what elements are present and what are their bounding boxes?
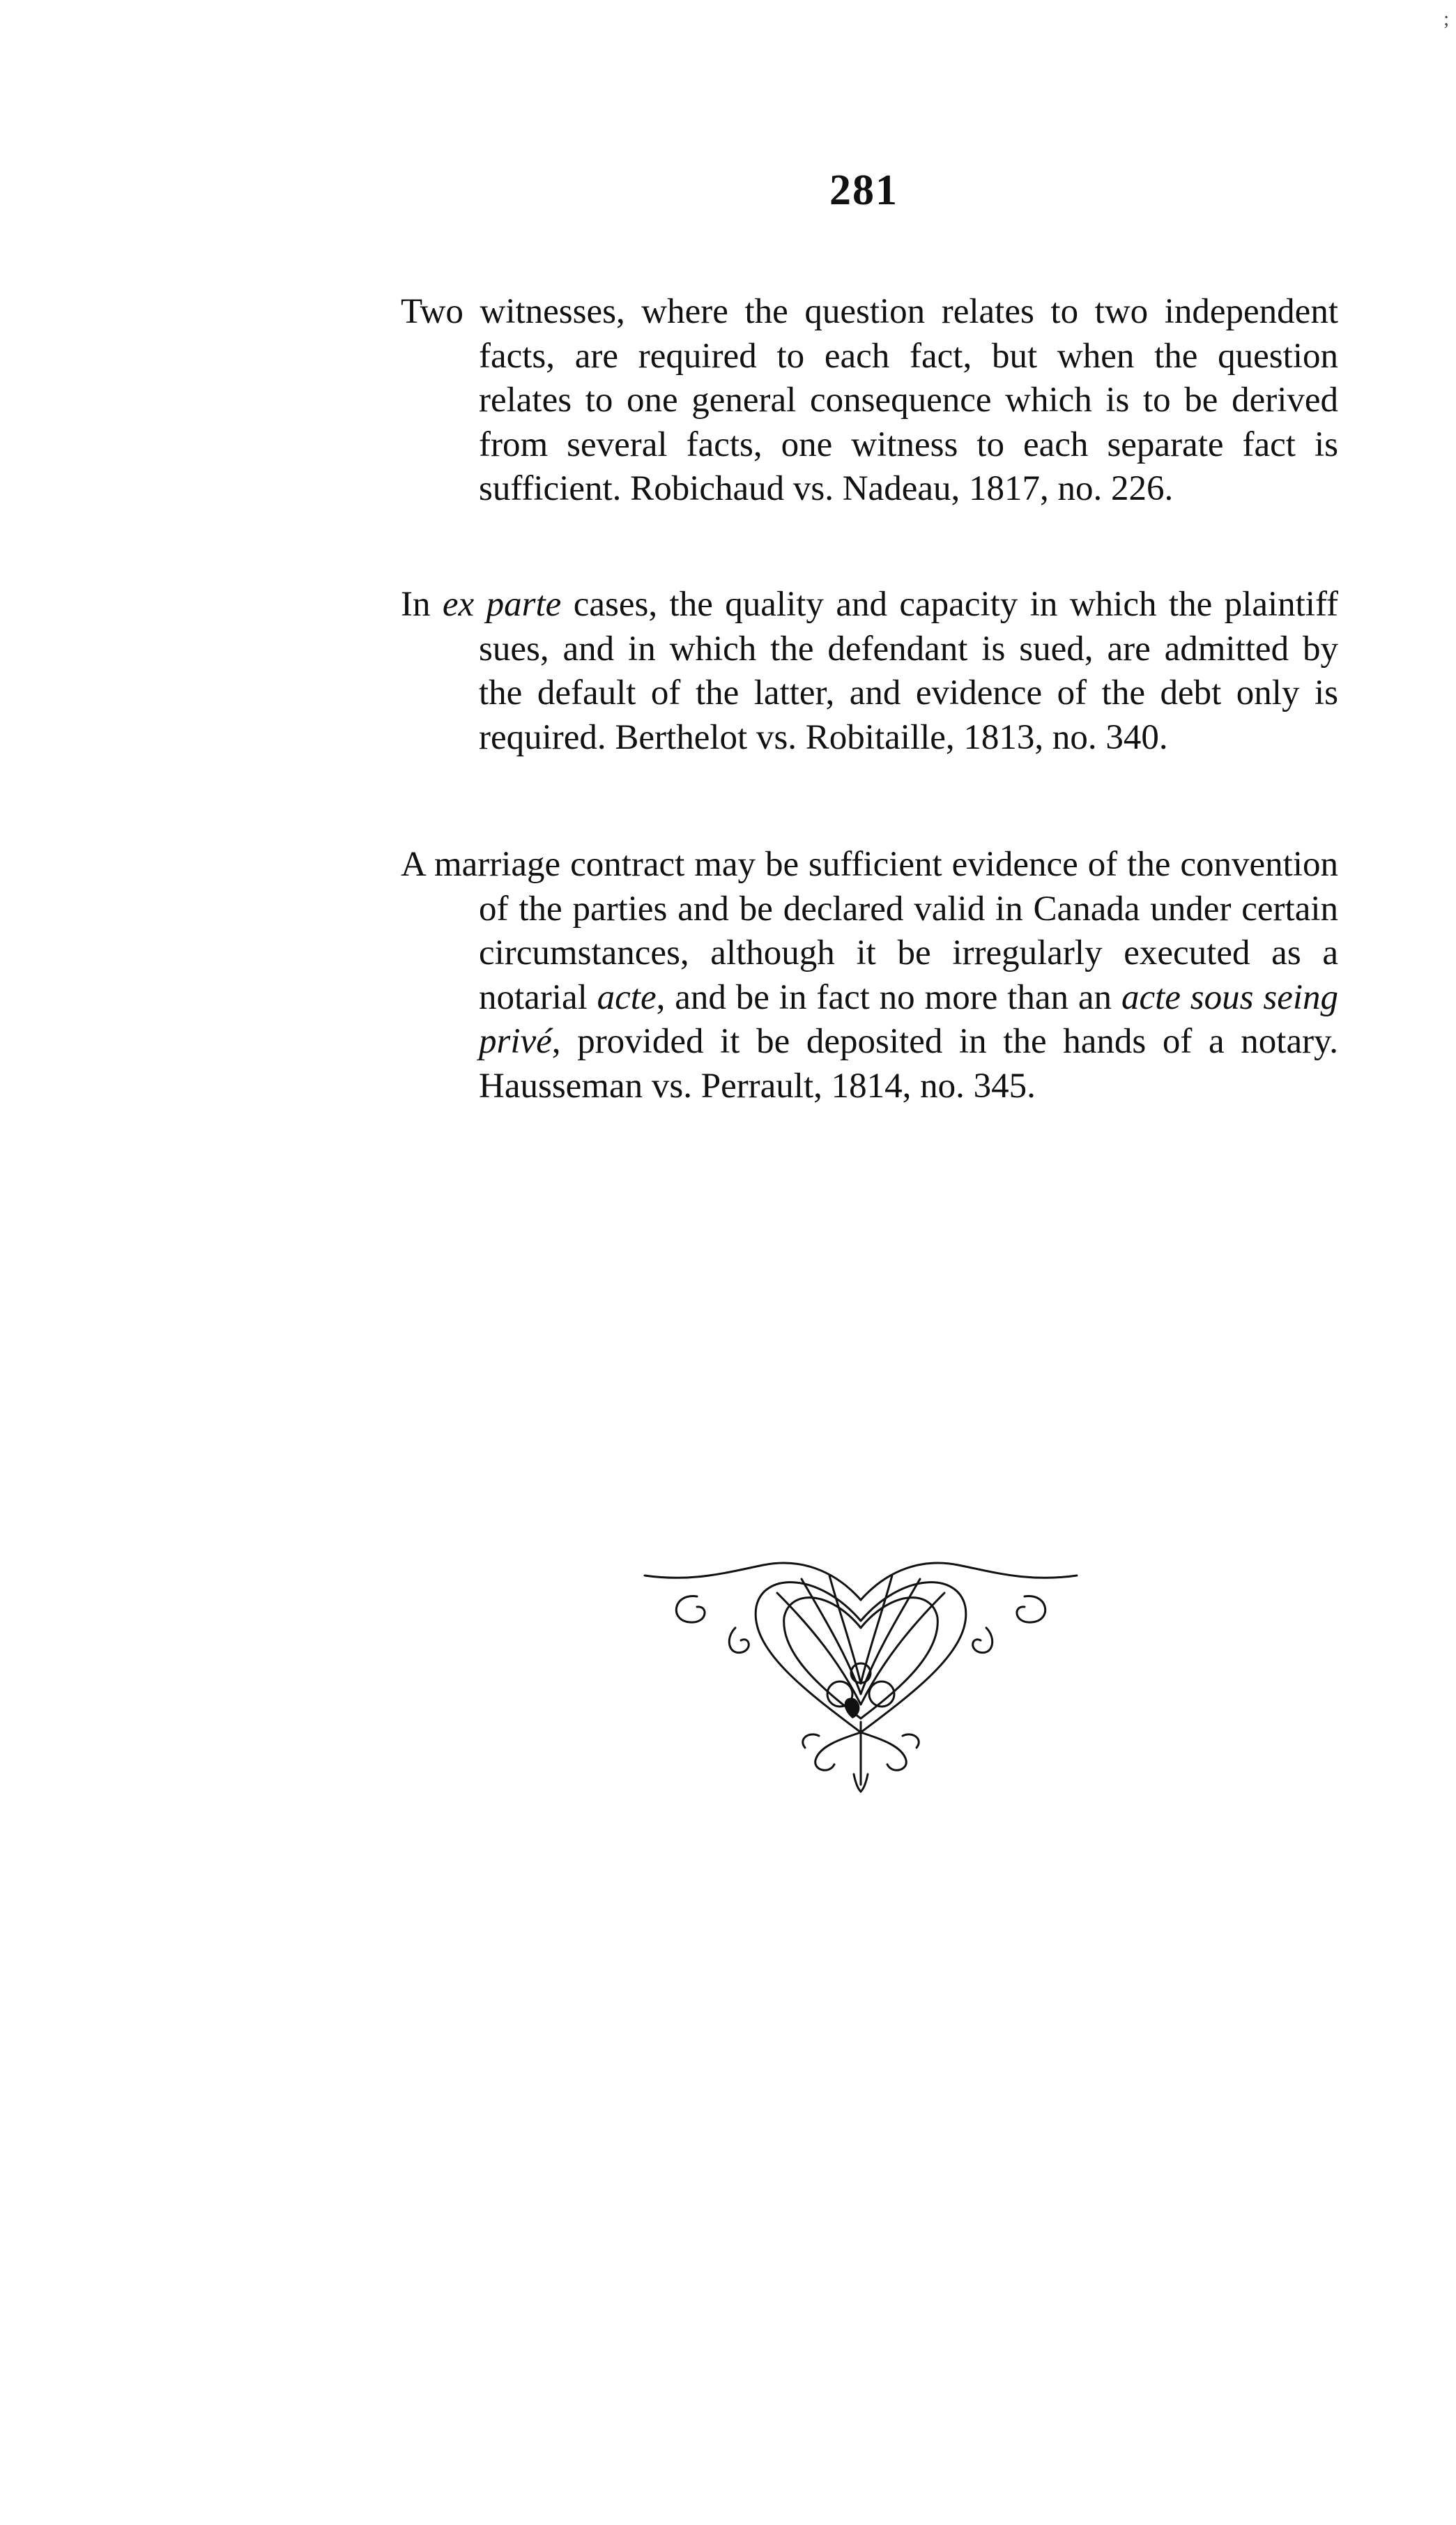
entry-text: , provided it be deposited in the hands of a notary. Hausseman vs. Perrault, 1814, no. 345. bbox=[479, 1022, 1338, 1106]
entry-italic-text: ex parte bbox=[442, 585, 562, 624]
heart-scroll-ornament-icon bbox=[631, 1544, 1091, 1795]
entry-marriage-contract bbox=[401, 843, 1338, 1108]
entry-ex-parte bbox=[401, 583, 1338, 760]
entry-text: In bbox=[401, 585, 443, 624]
entry-text: , and be in fact no more than an bbox=[656, 977, 1121, 1017]
entry-witnesses bbox=[401, 290, 1338, 512]
corner-mark: ; bbox=[1443, 8, 1449, 30]
entry-text: A marriage contract may be sufficient evidence of the convention of the parties and be declared valid in Canada under certain circumstances, although it be irregularly executed as a notarial bbox=[401, 845, 1338, 1017]
entry-italic-text: acte bbox=[597, 977, 657, 1017]
entry-italic-text: acte sous seing privé bbox=[479, 977, 1338, 1061]
entry-text: Two witnesses, where the question relates to two independent facts, are required to each fact, but when the question relates to one general consequence which is to be derived from several facts, one witness to each separate fact is sufficient. Robichaud vs. Nadeau, 1817, no. 226. bbox=[401, 292, 1338, 508]
page-number: 281 bbox=[829, 167, 898, 214]
entry-text: cases, the quality and capacity in which the plaintiff sues, and in which the defendant is sued, are admitted by the default of the latter, and evidence of the debt only is required. Berthelot vs. Robitaille, 1813, no. 340. bbox=[479, 585, 1339, 757]
